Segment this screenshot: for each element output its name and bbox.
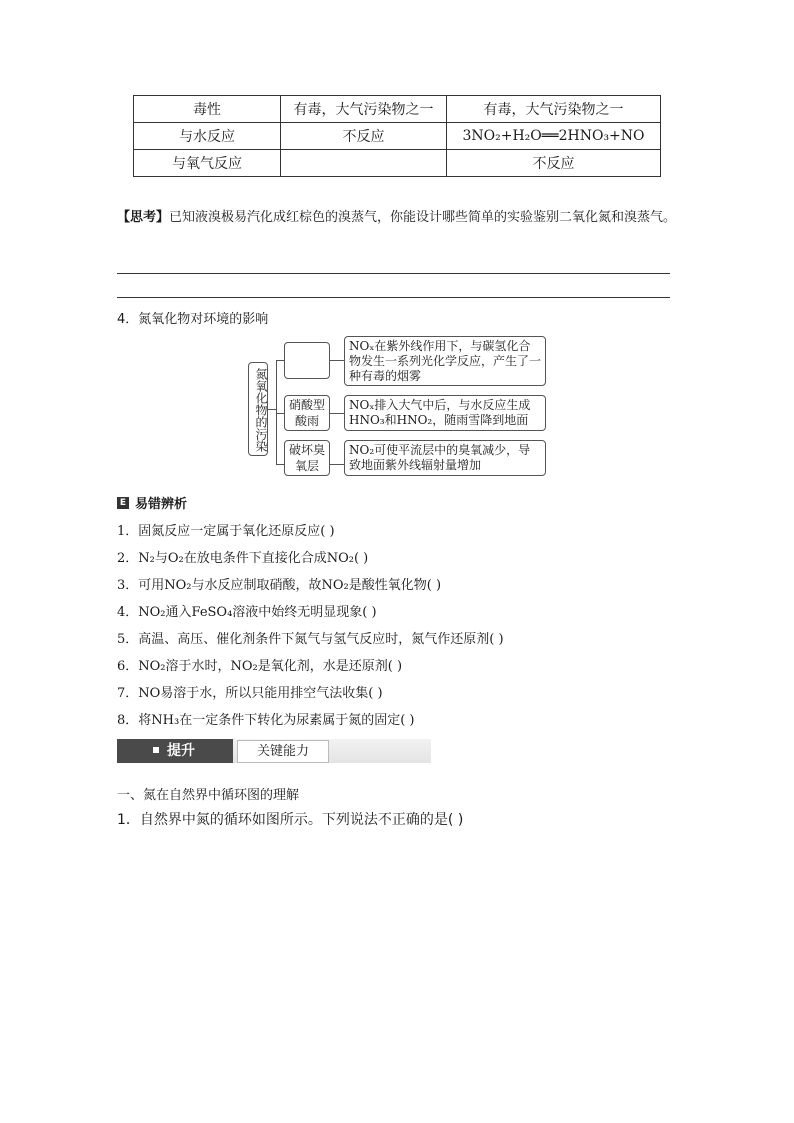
think-tag: 【思考】 [117,210,170,225]
no-cell [281,150,447,177]
properties-table [133,95,661,177]
branch-label-blank[interactable] [284,342,330,379]
banner-right-label: 关键能力 [237,740,329,763]
section-banner [117,739,431,763]
table-row [134,123,661,150]
list-item: 2．N₂与O₂在放电条件下直接化合成NO₂( ) [117,551,369,566]
subsection-title: 一、氮在自然界中循环图的理解 [117,788,300,803]
connector [330,413,344,414]
connector [268,409,276,410]
connector [276,413,284,414]
question-1: 1．自然界中氮的循环如图所示。下列说法不正确的是( ) [117,812,464,828]
error-analysis-heading [117,493,187,512]
pollution-diagram [248,336,548,476]
branch-label: 硝酸型酸雨 [284,395,330,431]
list-item: 3．可用NO₂与水反应制取硝酸，故NO₂是酸性氧化物( ) [117,578,442,593]
list-item: 5．高温、高压、催化剂条件下氮气与氢气反应时，氮气作还原剂( ) [117,632,504,647]
connector [330,464,344,465]
diagram-root: 氮氧化物的污染 [248,362,268,456]
error-analysis-title: 易错辨析 [135,497,188,512]
error-analysis-icon: E [117,497,129,509]
branch-desc: NOₓ在紫外线作用下，与碳氢化合物发生一系列光化学反应，产生了一种有毒的烟雾 [344,336,546,386]
list-item: 6．NO₂溶于水时，NO₂是氧化剂，水是还原剂( ) [117,659,403,674]
no2-cell: 有毒，大气污染物之一 [447,96,661,123]
answer-line[interactable] [117,273,670,274]
table-row [134,96,661,123]
list-item: 4．NO₂通入FeSO₄溶液中始终无明显现象( ) [117,605,377,620]
no-cell: 不反应 [281,123,447,150]
connector [276,464,284,465]
connector [330,360,344,361]
think-question [117,205,677,231]
list-item: 8．将NH₃在一定条件下转化为尿素属于氮的固定( ) [117,713,415,728]
connector [276,360,284,361]
error-analysis-list [117,518,677,734]
connector [276,360,277,464]
banner-left [117,739,233,763]
think-text: 已知液溴极易汽化成红棕色的溴蒸气，你能设计哪些简单的实验鉴别二氧化氮和溴蒸气。 [169,210,677,225]
row-label: 毒性 [134,96,281,123]
answer-line[interactable] [117,297,670,298]
branch-label: 破坏臭氧层 [284,440,330,476]
section-title: 4．氮氧化物对环境的影响 [117,312,269,327]
list-item: 7．NO易溶于水，所以只能用排空气法收集( ) [117,686,383,701]
row-label: 与水反应 [134,123,281,150]
no2-cell: 3NO₂+H₂O══2HNO₃+NO [447,123,661,150]
row-label: 与氧气反应 [134,150,281,177]
branch-desc: NO₂可使平流层中的臭氧减少，导致地面紫外线辐射量增加 [344,440,546,476]
list-item: 1．固氮反应一定属于氧化还原反应( ) [117,524,335,539]
no2-cell: 不反应 [447,150,661,177]
table-row [134,150,661,177]
banner-left-label: 提升 [167,743,195,759]
no-cell: 有毒，大气污染物之一 [281,96,447,123]
square-icon [153,747,159,753]
branch-desc: NOₓ排入大气中后，与水反应生成HNO₃和HNO₂，随雨雪降到地面 [344,395,546,431]
